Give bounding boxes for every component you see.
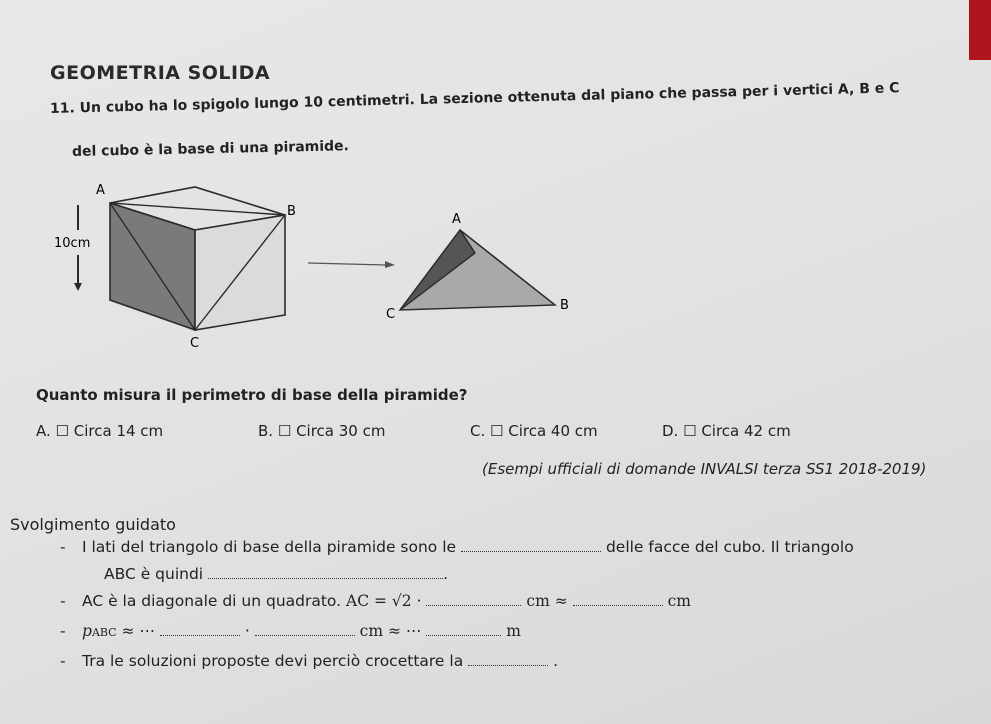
blank-side-input[interactable]	[426, 593, 521, 606]
pyramid-base	[400, 230, 555, 310]
option-a[interactable]	[36, 422, 163, 440]
guided-line-1: - I lati del triangolo di base della piramide sono le delle facce del cubo. Il triangolo	[60, 538, 854, 556]
question-text: Quanto misura il perimetro di base della piramide?	[36, 386, 468, 404]
pyramid-figure	[360, 205, 590, 325]
blank-answer-input[interactable]	[468, 653, 548, 666]
diagonal-formula: AC = √2 ·	[346, 592, 422, 610]
guided-line-4: - pABC ≈ ⋯ · cm ≈ ⋯ m	[60, 622, 521, 640]
approx-sign: ≈ ⋯	[121, 622, 155, 640]
guided-line2-after: .	[443, 565, 448, 583]
blank-diagonal-input[interactable]	[573, 593, 663, 606]
page-title: GEOMETRIA SOLIDA	[50, 62, 271, 84]
pyramid-label-a: A	[452, 212, 461, 227]
guided-line5-after: .	[553, 652, 559, 670]
guided-line1-after: delle facce del cubo. Il triangolo	[605, 538, 854, 556]
option-c-letter: C. ☐	[470, 422, 504, 440]
unit-m: m	[506, 622, 521, 640]
guided-line-5: - Tra le soluzioni proposte devi perciò crocettare la .	[60, 652, 559, 670]
guided-line-3: - AC è la diagonale di un quadrato. AC = √2 · cm ≈ cm	[60, 592, 691, 610]
guided-line-2	[104, 565, 448, 583]
option-c-text: Circa 40 cm	[508, 422, 598, 440]
option-d-letter: D. ☐	[662, 422, 697, 440]
cube-figure	[40, 175, 340, 355]
pyramid-label-c: C	[386, 307, 396, 322]
option-a-letter: A. ☐	[36, 422, 69, 440]
option-b[interactable]	[258, 422, 385, 440]
unit-cm-approx-2: cm ≈ ⋯	[359, 622, 422, 640]
pyramid-label-b: B	[560, 298, 569, 313]
option-c[interactable]	[470, 422, 598, 440]
problem-text-line1: 11. Un cubo ha lo spigolo lungo 10 centimetri. La sezione ottenuta dal piano che passa per i vertici A, B e C	[49, 80, 900, 117]
option-d[interactable]	[662, 422, 791, 440]
guided-line3-before: AC è la diagonale di un quadrato.	[82, 592, 342, 610]
source-note: (Esempi ufficiali di domande INVALSI terza SS1 2018-2019)	[482, 460, 927, 478]
blank-perimeter-input[interactable]	[426, 623, 501, 636]
option-a-text: Circa 14 cm	[73, 422, 164, 440]
blank-length-input[interactable]	[255, 623, 355, 636]
guided-line5-before: Tra le soluzioni proposte devi perciò crocettare la	[82, 652, 464, 670]
cube-label-c: C	[190, 336, 200, 351]
cube-label-a: A	[96, 183, 105, 198]
blank-faces-input[interactable]	[461, 539, 601, 552]
guided-line1-before: I lati del triangolo di base della piramide sono le	[82, 538, 457, 556]
edge-length-label: 10cm	[54, 236, 91, 251]
perimeter-subscript: ABC	[91, 626, 117, 639]
multiply-dot: ·	[244, 622, 250, 640]
unit-cm: cm	[667, 592, 691, 610]
guided-heading: Svolgimento guidato	[10, 515, 176, 534]
arrow-head-icon	[74, 283, 82, 291]
option-d-text: Circa 42 cm	[701, 422, 791, 440]
unit-cm-approx: cm ≈	[526, 592, 568, 610]
guided-line2-before: ABC è quindi	[104, 565, 204, 583]
option-b-letter: B. ☐	[258, 422, 292, 440]
problem-text-line2: del cubo è la base di una piramide.	[71, 138, 350, 160]
cube-label-b: B	[287, 204, 296, 219]
page-edge-decoration	[969, 0, 991, 60]
blank-multiplier-input[interactable]	[160, 623, 240, 636]
blank-triangle-type-input[interactable]	[208, 566, 443, 579]
perimeter-symbol: p	[82, 622, 92, 640]
option-b-text: Circa 30 cm	[296, 422, 386, 440]
